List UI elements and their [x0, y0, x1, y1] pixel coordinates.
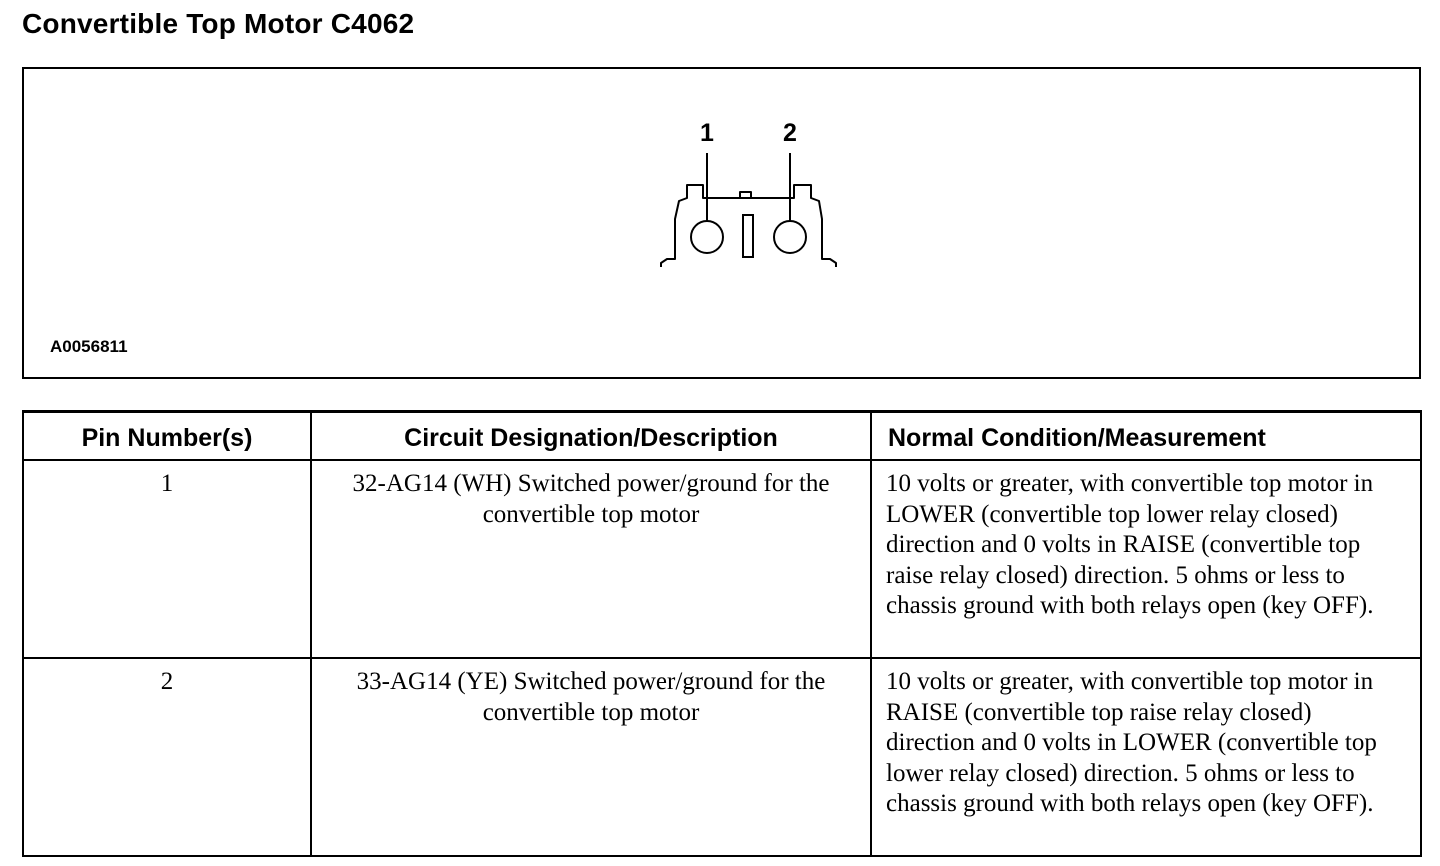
pin-1-cavity: [691, 221, 723, 253]
pin-number-cell: 2: [23, 658, 311, 856]
figure-id: A0056811: [50, 337, 128, 356]
column-header-condition: Normal Condition/Measurement: [871, 412, 1421, 461]
table-row: [23, 460, 1421, 658]
circuit-cell: 32-AG14 (WH) Switched power/ground for the convertible top motor: [311, 460, 871, 658]
pin-number-cell: 1: [23, 460, 311, 658]
condition-cell: 10 volts or greater, with convertible top motor in RAISE (convertible top raise relay closed) direction and 0 volts in LOWER (convertible top lower relay closed) direction. 5 ohms or less to chassis ground with both relays open (key OFF).: [871, 658, 1421, 856]
connector-key-slot: [743, 215, 753, 257]
connector-figure: [22, 67, 1421, 379]
condition-cell: 10 volts or greater, with convertible top motor in LOWER (convertible top lower relay closed) direction and 0 volts in RAISE (convertible top raise relay closed) direction. 5 ohms or less to chassis ground with both relays open (key OFF).: [871, 460, 1421, 658]
connector-face-diagram: [624, 89, 864, 289]
page-title: Convertible Top Motor C4062: [22, 8, 415, 39]
table-header-row: [23, 412, 1421, 461]
column-header-circuit: Circuit Designation/Description: [311, 412, 871, 461]
pin-table: [22, 410, 1422, 857]
table-row: [23, 658, 1421, 856]
circuit-cell: 33-AG14 (YE) Switched power/ground for the convertible top motor: [311, 658, 871, 856]
pin-label-1: 1: [700, 119, 714, 147]
pin-label-2: 2: [783, 119, 797, 147]
column-header-pin-number: Pin Number(s): [23, 412, 311, 461]
pin-2-cavity: [774, 221, 806, 253]
